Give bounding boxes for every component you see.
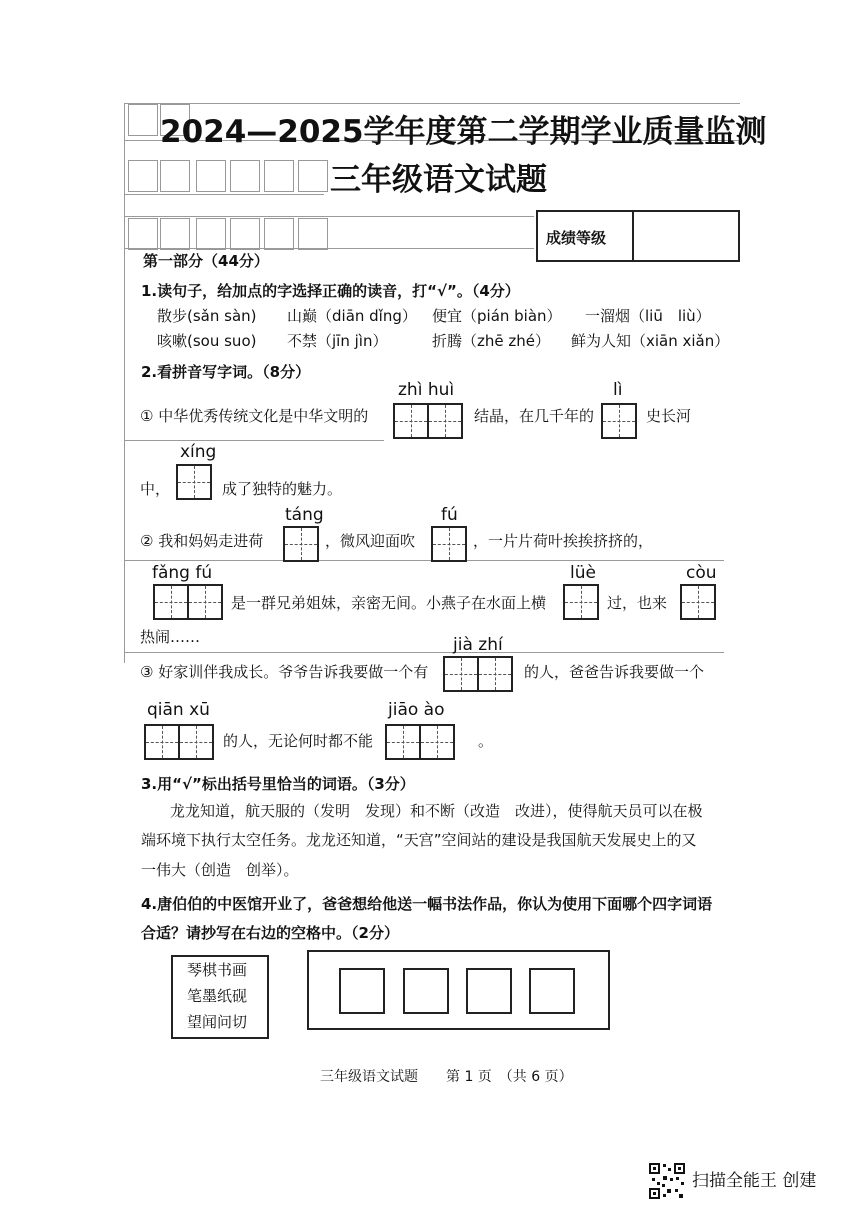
- writing-grid[interactable]: [153, 584, 221, 620]
- header-cell: [160, 218, 190, 250]
- writing-grid[interactable]: [385, 724, 453, 760]
- header-cell: [128, 218, 158, 250]
- q1-option[interactable]: 折腾（zhē zhé）: [432, 332, 550, 350]
- q2-sentence: ② 我和妈妈走进荷: [140, 532, 264, 550]
- writing-grid[interactable]: [443, 656, 511, 692]
- writing-grid[interactable]: [283, 526, 317, 562]
- q2-sentence: 史长河: [646, 407, 692, 425]
- answer-square[interactable]: [339, 968, 385, 1014]
- q1-option[interactable]: 鲜为人知（xiān xiǎn）: [571, 332, 730, 350]
- writing-grid[interactable]: [176, 464, 210, 500]
- writing-grid[interactable]: [393, 403, 461, 439]
- q1-option[interactable]: 咳嗽(sou suo): [157, 332, 257, 350]
- q3-prompt: 3.用“√”标出括号里恰当的词语。（3分）: [141, 775, 415, 793]
- q2-sentence: ，微风迎面吹: [325, 532, 416, 550]
- writing-cell[interactable]: [187, 584, 223, 620]
- word-option: 望闻问切: [187, 1013, 248, 1031]
- score-label: 成绩等级: [546, 229, 607, 247]
- pinyin-hint: fú: [441, 505, 458, 525]
- header-cell: [196, 218, 226, 250]
- q2-sentence: 是一群兄弟姐妹，亲密无间。小燕子在水面上横: [231, 594, 547, 612]
- q3-text: 端环境下执行太空任务。龙龙还知道，“天宫”空间站的建设是我国航天发展史上的又: [141, 831, 697, 849]
- q2-sentence: 。: [478, 732, 494, 750]
- part-heading: 第一部分（44分）: [143, 252, 269, 270]
- q1-option[interactable]: 一溜烟（liū liù）: [585, 307, 711, 325]
- q3-text: 一伟大（创造 创举）。: [141, 861, 299, 879]
- scanner-watermark: 扫描全能王 创建: [692, 1171, 817, 1191]
- header-cell: [160, 160, 190, 192]
- writing-cell[interactable]: [427, 403, 463, 439]
- header-cell: [264, 160, 294, 192]
- writing-grid[interactable]: [431, 526, 465, 562]
- header-cell: [128, 104, 158, 136]
- writing-cell[interactable]: [680, 584, 716, 620]
- q2-prompt: 2.看拼音写字词。（8分）: [141, 363, 311, 381]
- q2-sentence: ，一片片荷叶挨挨挤挤的，: [473, 532, 654, 550]
- qr-code-icon: [648, 1162, 686, 1200]
- q2-sentence: 的人，无论何时都不能: [223, 732, 374, 750]
- word-option: 笔墨纸砚: [187, 987, 248, 1005]
- score-field[interactable]: [636, 213, 736, 259]
- score-divider: [632, 210, 634, 262]
- q2-sentence: ① 中华优秀传统文化是中华文明的: [140, 407, 369, 425]
- pinyin-hint: lüè: [570, 563, 596, 583]
- word-option: 琴棋书画: [187, 961, 248, 979]
- writing-cell[interactable]: [283, 526, 319, 562]
- q1-option[interactable]: 便宜（pián biàn）: [432, 307, 562, 325]
- q1-option[interactable]: 不禁（jīn jìn）: [287, 332, 388, 350]
- pinyin-hint: qiān xū: [147, 700, 210, 720]
- q2-sentence: 热闹……: [140, 628, 201, 646]
- exam-subtitle: 三年级语文试题: [330, 162, 547, 198]
- writing-cell[interactable]: [419, 724, 455, 760]
- writing-grid[interactable]: [601, 403, 635, 439]
- header-cell: [298, 218, 328, 250]
- q1-prompt: 1.读句子，给加点的字选择正确的读音，打“√”。（4分）: [141, 282, 520, 300]
- writing-cell[interactable]: [153, 584, 189, 620]
- writing-cell[interactable]: [563, 584, 599, 620]
- pinyin-hint: xíng: [180, 442, 217, 462]
- header-cell: [196, 160, 226, 192]
- header-cell: [264, 218, 294, 250]
- header-cell: [230, 160, 260, 192]
- pinyin-hint: táng: [285, 505, 324, 525]
- writing-cell[interactable]: [477, 656, 513, 692]
- q4-prompt: 合适？请抄写在右边的空格中。（2分）: [141, 924, 399, 942]
- writing-cell[interactable]: [178, 724, 214, 760]
- rule-line: [124, 560, 724, 561]
- writing-cell[interactable]: [385, 724, 421, 760]
- header-cell: [230, 218, 260, 250]
- rule-line: [124, 652, 724, 653]
- answer-square[interactable]: [529, 968, 575, 1014]
- rule-line: [124, 103, 740, 104]
- pinyin-hint: jiāo ào: [388, 700, 445, 720]
- page-margin-line: [124, 103, 125, 663]
- answer-square[interactable]: [466, 968, 512, 1014]
- rule-line: [124, 216, 534, 217]
- q4-prompt: 4.唐伯伯的中医馆开业了，爸爸想给他送一幅书法作品，你认为使用下面哪个四字词语: [141, 895, 713, 913]
- q2-sentence: ③ 好家训伴我成长。爷爷告诉我要做一个有: [140, 663, 429, 681]
- q2-sentence: 中，: [140, 480, 171, 498]
- pinyin-hint: fǎng fú: [152, 563, 213, 583]
- q1-option[interactable]: 山巅（diān dǐng）: [287, 307, 417, 325]
- header-cell: [128, 160, 158, 192]
- header-cell: [298, 160, 328, 192]
- pinyin-hint: jià zhí: [453, 635, 503, 655]
- writing-grid[interactable]: [144, 724, 212, 760]
- pinyin-hint: lì: [613, 380, 623, 400]
- writing-cell[interactable]: [601, 403, 637, 439]
- writing-cell[interactable]: [393, 403, 429, 439]
- rule-line: [124, 194, 324, 195]
- rule-line: [124, 440, 384, 441]
- writing-grid[interactable]: [680, 584, 714, 620]
- q2-sentence: 过，也来: [607, 594, 668, 612]
- q2-sentence: 成了独特的魅力。: [222, 480, 343, 498]
- q2-sentence: 的人，爸爸告诉我要做一个: [524, 663, 705, 681]
- q2-sentence: 结晶，在几千年的: [474, 407, 595, 425]
- page-footer: 三年级语文试题 第 1 页 （共 6 页）: [320, 1069, 573, 1085]
- exam-title: 2024—2025学年度第二学期学业质量监测: [160, 114, 767, 150]
- pinyin-hint: còu: [686, 563, 717, 583]
- q3-text: 龙龙知道，航天服的（发明 发现）和不断（改造 改进），使得航天员可以在极: [170, 802, 703, 820]
- q1-option[interactable]: 散步(sǎn sàn): [157, 307, 257, 325]
- writing-cell[interactable]: [443, 656, 479, 692]
- writing-cell[interactable]: [144, 724, 180, 760]
- writing-grid[interactable]: [563, 584, 597, 620]
- word-options-box: [171, 955, 269, 1039]
- pinyin-hint: zhì huì: [398, 380, 455, 400]
- writing-cell[interactable]: [176, 464, 212, 500]
- answer-square[interactable]: [403, 968, 449, 1014]
- writing-cell[interactable]: [431, 526, 467, 562]
